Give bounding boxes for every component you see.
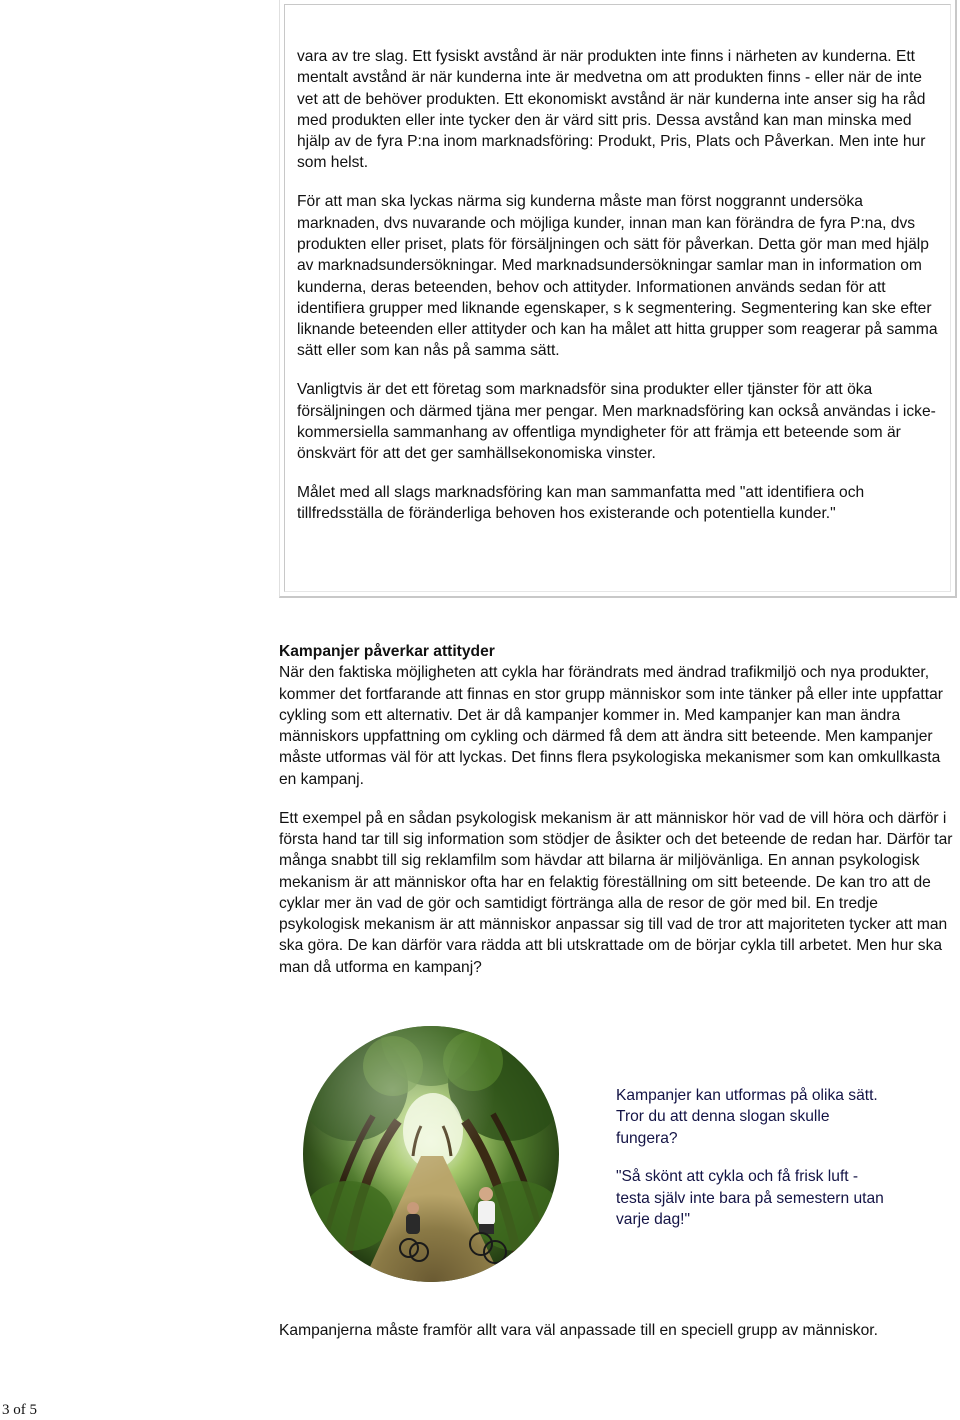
quote-paragraph: Vanligtvis är det ett företag som marknadsför sina produkter eller tjänster för att öka försäljningen och därmed tjäna mer pengar. Men marknadsföring kan också användas i icke-kommersiella sammanhang av offentliga myndigheter för att främja ett beteende som är önskvärt för att det ger samhällsekonomiska vinster. [297, 381, 936, 463]
quote-paragraph: vara av tre slag. Ett fysiskt avstånd är när produkten inte finns i närheten av kunderna. Ett mentalt avstånd är när kunderna inte är medvetna om att produkten finns - eller när de inte vet att de behöver produkten. Ett ekonomiskt avstånd är när kunderna inte anser sig ha råd med produkten eller inte tycker den är värd sitt pris. Dessa avstånd kan man minska med hjälp av de fyra P:na inom marknadsföring: Produkt, Pris, Plats och Påverkan. Men inte hur som helst. [297, 48, 926, 172]
section-heading: Kampanjer påverkar attityder [279, 643, 495, 660]
quote-text [297, 46, 943, 542]
page-number: 3 of 5 [2, 1402, 37, 1418]
quote-paragraph: Målet med all slags marknadsföring kan man sammanfatta med "att identifiera och tillfredsställa de föränderliga behoven hos existerande och potentiella kunder." [297, 484, 865, 523]
fisheye-forest-photo [303, 1026, 559, 1282]
quote-box [279, 0, 957, 598]
section-paragraph: När den faktiska möjligheten att cykla har förändrats med ändrad trafikmiljö och nya produkter, kommer det fortfarande att finnas en stor grupp människor som inte tänker på eller inte uppfattar cykling som ett alternativ. Det är då kampanjer kommer in. Med kampanjer kan man ändra människors uppfattning om cykling och därmed få dem att ändra sitt beteende. Men kampanjer måste utformas väl för att lyckas. Det finns flera psykologiska mekanismer som kan omkullkasta en kampanj. [279, 664, 943, 788]
image-caption [616, 1085, 886, 1248]
forest-cyclists-illustration [303, 1026, 559, 1282]
section-paragraph: Ett exempel på en sådan psykologisk mekanism är att människor hör vad de vill höra och därför i första hand tar till sig information som stödjer de åsikter och det beteende de redan har. Därför tar många snabbt till sig reklamfilm som hävdar att bilarna är miljövänliga. En annan psykologisk mekanism är att människor ofta har en felaktig föreställning om sitt beteende. De kan tro att de cyklar mer än vad de gör och samtidigt förtränga alla de resor de gör med bil. En tredje psykologisk mekanism är att människor anpassar sig till vad de tror att majoriteten tycker att man ska göra. De kan därför vara rädda att bli utskrattade om de börjar cykla till arbetet. Men hur ska man då utforma en kampanj? [279, 809, 953, 976]
quote-paragraph: För att man ska lyckas närma sig kunderna måste man först noggrannt undersöka marknaden, dvs nuvarande och möjliga kunder, innan man kan förändra de fyra P:na, dvs produkten eller priset, plats för försäljningen och sätt för påverkan. Detta gör man med hjälp av marknadsundersökningar. Med marknadsundersökningar samlar man in information om kunderna, deras beteenden, behov och attityder. Informationen används sedan för att identifiera grupper med liknande egenskaper, s k segmentering. Segmentering kan ske efter liknande beteenden eller attityder och kan ha målet att hitta grupper som reagerar på samma sätt eller som kan nås på samma sätt. [297, 193, 938, 360]
closing-sentence: Kampanjerna måste framför allt vara väl anpassade till en speciell grupp av människor. [279, 1322, 878, 1339]
campaign-section [279, 641, 959, 996]
caption-question: Kampanjer kan utformas på olika sätt. Tror du att denna slogan skulle fungera? [616, 1087, 878, 1147]
caption-slogan: "Så skönt att cykla och få frisk luft - testa själv inte bara på semestern utan varje dag!" [616, 1168, 884, 1229]
